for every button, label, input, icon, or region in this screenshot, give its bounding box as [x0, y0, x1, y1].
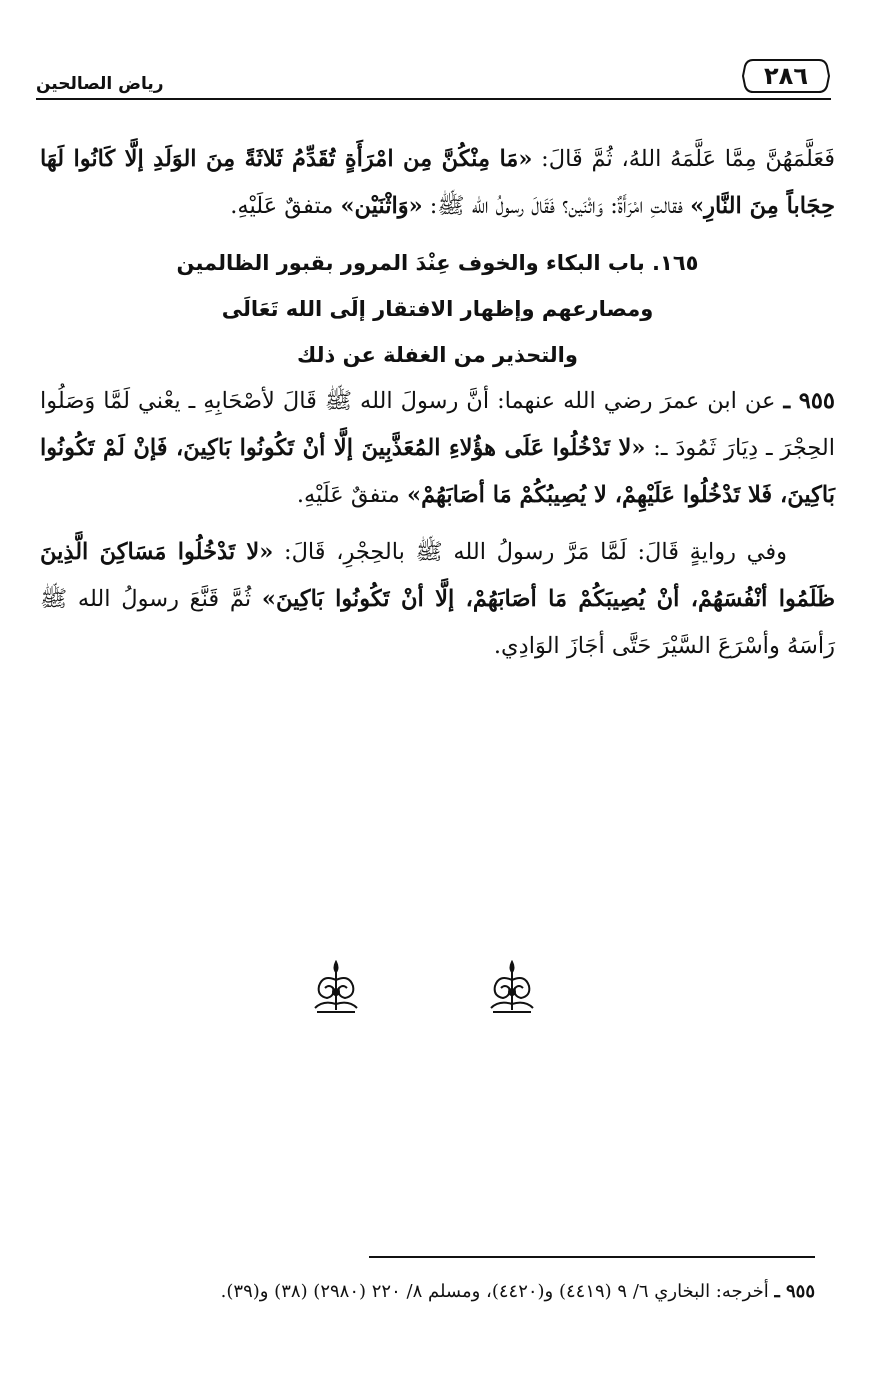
hadith-quote: «وَاثْنَيْن» [340, 193, 423, 219]
running-title: رياض الصالحين [36, 74, 164, 94]
riwaya-paragraph [40, 529, 835, 670]
page-number-frame [741, 58, 831, 94]
footnote-number: ٩٥٥ ـ [774, 1281, 815, 1302]
footnote [40, 1278, 815, 1306]
text-run: متفقٌ عَلَيْهِ. [230, 193, 341, 219]
chapter-heading-line: ١٦٥. باب البكاء والخوف عِنْدَ المرور بقبور الظالمين [176, 251, 699, 275]
chapter-heading [40, 240, 835, 378]
hadith-quote: «مَا مِنْكُنَّ مِن امْرَأَةٍ تُقَدِّمُ ثَلاثَةً مِنَ الوَلَدِ إلَّا كَانُوا لَهَا حِجَاباً مِنَ النَّارِ» [40, 146, 835, 219]
text-run: فَعَلَّمَهُنَّ مِمَّا عَلَّمَهُ اللهُ، ثُمَّ قَالَ: [532, 146, 836, 172]
text-run: ثُمَّ قَنَّعَ رسولُ الله ﷺ رَأسَهُ وأسْرَعَ السَّيْرَ حَتَّى أجَازَ الوَادِي. [40, 586, 835, 659]
chapter-heading-line: ومصارعهم وإظهار الافتقار إلَى الله تَعَالَى [221, 297, 654, 321]
paragraph-continuation [40, 136, 835, 230]
footnote-text: أخرجه: البخاري ٦/ ٩ (٤٤١٩) و(٤٤٢٠)، ومسلم ٨/ ٢٢٠ (٢٩٨٠) (٣٨) و(٣٩). [220, 1281, 775, 1302]
header-rule [36, 98, 831, 100]
footnote-rule [369, 1256, 815, 1258]
hadith-quote: «لا تَدْخُلُوا مَسَاكِنَ الَّذِينَ ظَلَمُوا أنْفُسَهُمْ، أنْ يُصِيبَكُمْ مَا أصَابَهُمْ، إلَّا أنْ تَكُونُوا بَاكِينَ» [40, 539, 835, 612]
main-text [40, 136, 835, 670]
hadith-number: ٩٥٥ ـ [783, 388, 835, 414]
section-end-ornaments [0, 960, 879, 1020]
floral-ornament-icon [487, 960, 537, 1014]
page-number: ٢٨٦ [764, 62, 808, 90]
text-run: متفقٌ عَلَيْهِ. [296, 482, 408, 508]
hadith-955 [40, 378, 835, 519]
text-run: فقالتِ امْرَأَةٌ: وَاثْنَين؟ فَقَالَ رسولُ الله ﷺ: [422, 193, 691, 219]
page-header [36, 58, 831, 106]
hadith-quote: «لا تَدْخُلُوا عَلَى هؤُلاءِ المُعَذَّبِينَ إلَّا أنْ تَكُونُوا بَاكِينَ، فَإنْ لَمْ تَكُونُوا بَاكِينَ، فَلا تَدْخُلُوا عَلَيْهِمْ، لا يُصِيبُكُمْ مَا أصَابَهُمْ» [40, 435, 835, 508]
text-run: عن ابن عمرَ رضي الله عنهما: أنَّ رسولَ الله ﷺ قَالَ لأصْحَابِهِ ـ يعْني لَمَّا وَصَلُوا الحِجْرَ ـ دِيَارَ ثَمُودَ ـ: [40, 388, 835, 461]
floral-ornament-icon [311, 960, 361, 1014]
text-run: وفي روايةٍ قَالَ: لَمَّا مَرَّ رسولُ الله ﷺ بالحِجْرِ، قَالَ: [273, 539, 788, 565]
chapter-heading-line: والتحذير من الغفلة عن ذلك [297, 343, 578, 367]
